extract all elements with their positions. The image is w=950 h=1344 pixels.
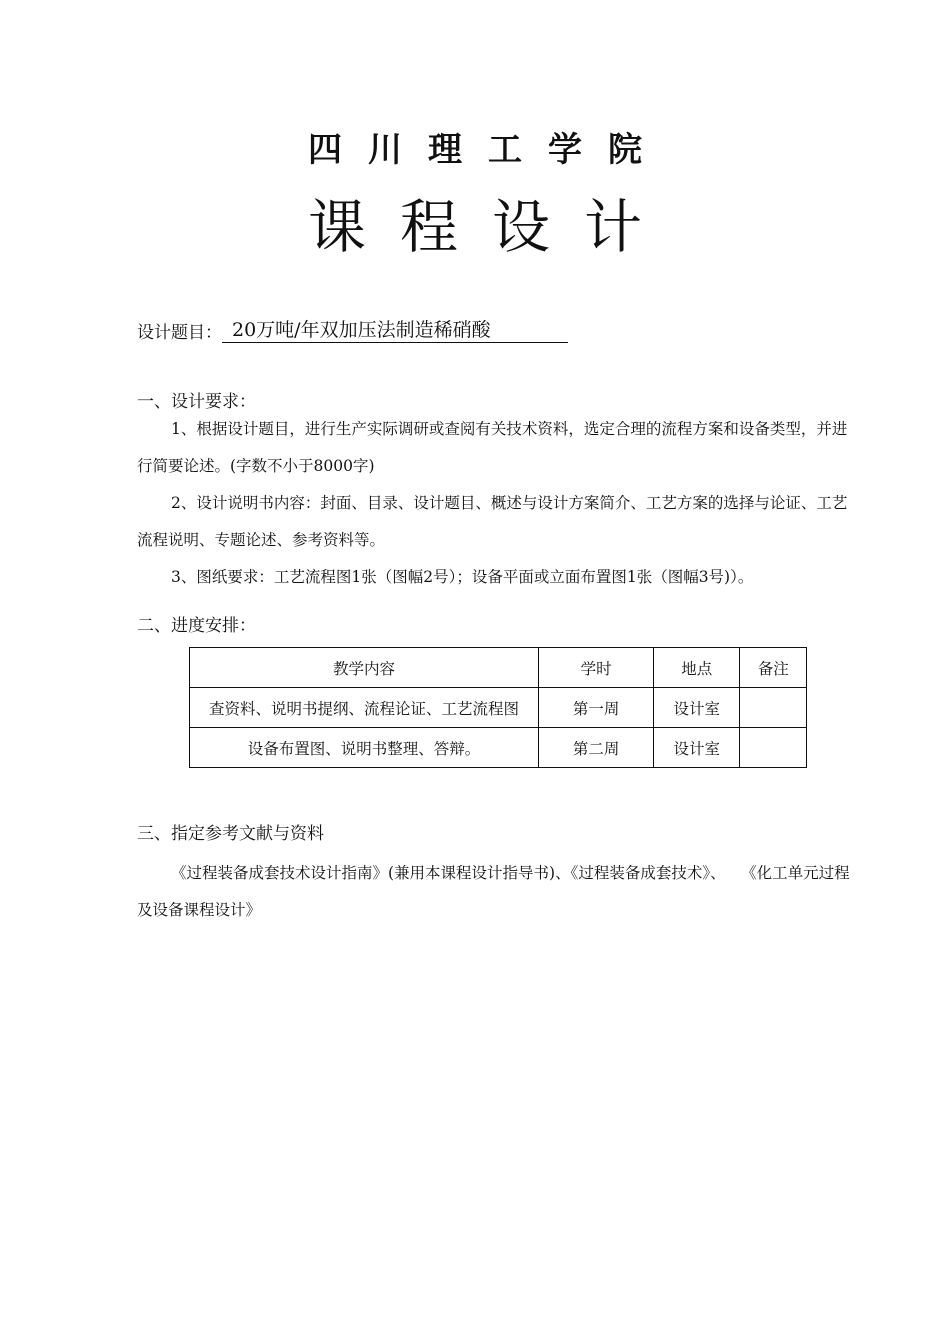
design-topic-row (137, 318, 568, 343)
header-location: 地点 (654, 648, 740, 688)
schedule-table (189, 647, 807, 768)
table-cell (740, 728, 807, 768)
design-topic-value: 20万吨/年双加压法制造稀硝酸 (222, 318, 568, 343)
table-cell: 设计室 (654, 728, 740, 768)
table-cell: 设备布置图、说明书整理、答辩。 (190, 728, 539, 768)
design-topic-label: 设计题目： (137, 323, 222, 343)
table-cell: 查资料、说明书提纲、流程论证、工艺流程图 (190, 688, 539, 728)
requirement-item-3: 3、图纸要求：工艺流程图1张（图幅2号）；设备平面或立面布置图1张（图幅3号)）。 (171, 568, 754, 586)
table-cell: 第一周 (539, 688, 654, 728)
table-cell (740, 688, 807, 728)
table-cell: 第二周 (539, 728, 654, 768)
table-cell: 设计室 (654, 688, 740, 728)
table-row (190, 728, 807, 768)
table-header-row (190, 648, 807, 688)
document-type-title: 课程设计 (307, 193, 676, 261)
requirement-item-1: 1、根据设计题目，进行生产实际调研或查阅有关技术资料，选定合理的流程方案和设备类型，并进行简要论述。(字数不小于8000字) (137, 420, 848, 475)
school-name: 四川理工学院 (308, 130, 668, 170)
section-schedule-title: 二、进度安排： (137, 616, 256, 636)
requirement-item-2: 2、设计说明书内容：封面、目录、设计题目、概述与设计方案简介、工艺方案的选择与论证、工艺流程说明、专题论述、参考资料等。 (137, 494, 848, 549)
references-content: 《过程装备成套技术设计指南》(兼用本课程设计指导书)、《过程装备成套技术》、 《化工单元过程及设备课程设计》 (137, 864, 850, 919)
section-references-title: 三、指定参考文献与资料 (137, 824, 324, 844)
header-hours: 学时 (539, 648, 654, 688)
header-teaching-content: 教学内容 (190, 648, 539, 688)
section-requirements-title: 一、设计要求： (137, 392, 256, 412)
table-row (190, 688, 807, 728)
header-remarks: 备注 (740, 648, 807, 688)
